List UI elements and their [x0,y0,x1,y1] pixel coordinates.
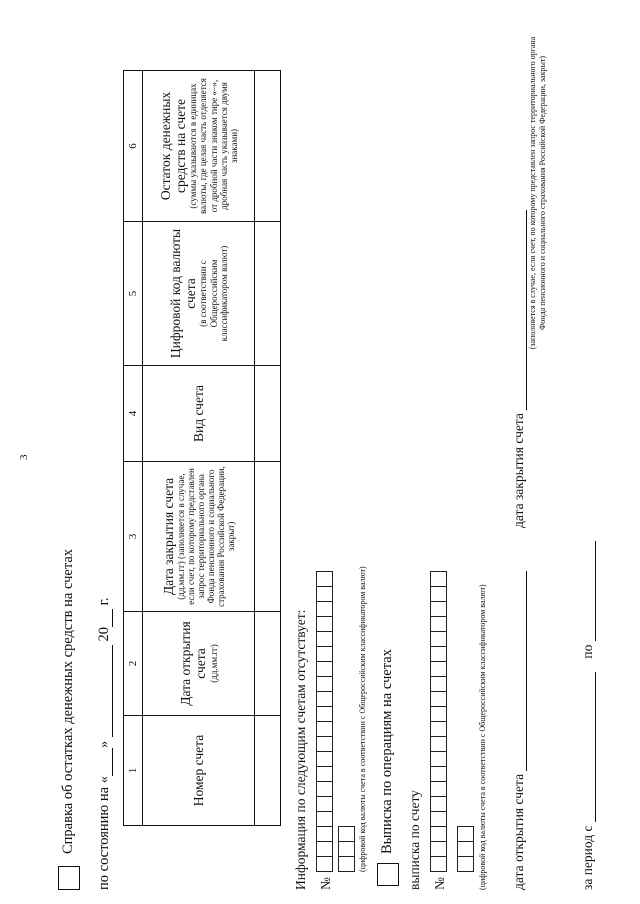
open-date-field[interactable] [526,571,527,771]
col-number-2: 2 [124,612,143,716]
balance-table [123,70,281,826]
balance-report-title: Справка об остатках денежных средств на счетах [60,548,76,854]
cell-account-number[interactable] [255,716,281,826]
statement-account-number-cells[interactable] [430,572,447,872]
missing-number-sign: № [318,877,333,890]
statement-period-line: за период с по [580,541,596,890]
header-balance: Остаток денежных средств на счете (суммы указываются в единицах валюты, где целая часть отделяется от дробной части знаком тире «–», дробная часть указывается двумя знаками) [143,71,255,222]
statement-account-label: выписка по счету [407,790,422,890]
statement-checkbox[interactable] [377,863,399,886]
statement-open-date-line: дата открытия счета [511,571,527,890]
close-date-field[interactable] [526,210,527,410]
header-open-date: Дата открытия счета (дд.мм.гг) [143,612,255,716]
col-number-4: 4 [124,366,143,462]
balance-report-checkbox[interactable] [58,866,80,890]
missing-info-label: Информация по следующим счетам отсутствует: [293,609,308,890]
close-date-note: (заполняется в случае, если счет, по которому представлен запрос территориального органа Фонда пенсионного и социального страхования Российской Федерации, закрыт) [528,36,547,350]
col-number-3: 3 [124,462,143,612]
as-of-prefix: по состоянию на « [96,776,112,890]
missing-account-number-cells[interactable] [316,572,333,872]
cell-account-type[interactable] [255,366,281,462]
as-of-date-line [96,597,113,890]
col-number-1: 1 [124,716,143,826]
missing-currency-note: (цифровой код валюты счета в соответствии с Общероссийским классификатором валют) [358,566,367,872]
col-number-6: 6 [124,71,143,222]
cell-balance[interactable] [255,71,281,222]
as-of-day-field[interactable] [112,748,113,776]
table-row [255,71,281,826]
column-number-row [124,71,143,826]
missing-currency-code-cells[interactable] [338,827,355,872]
cell-open-date[interactable] [255,612,281,716]
as-of-year-suffix: г. [96,597,112,606]
as-of-year-field[interactable] [112,609,113,627]
col-number-5: 5 [124,222,143,366]
as-of-year-prefix: 20 [96,627,112,642]
page-number: 3 [18,454,30,460]
statement-currency-note: (цифровой код валюты счета в соответствии с Общероссийским классификатором валют) [478,584,487,890]
header-account-number: Номер счета [143,716,255,826]
cell-currency-code[interactable] [255,222,281,366]
header-currency-code: Цифровой код валюты счета (в соответствии с Общероссийским классификатором валют) [143,222,255,366]
statement-number-sign: № [432,877,447,890]
as-of-quote: » [96,740,112,749]
header-close-date: Дата закрытия счета (дд.мм.гг) (заполняется в случае, если счет, по которому представлен запрос территориального органа Фонда пенсионного и социального страхования Российской Федерации, закрыт) [143,462,255,612]
cell-close-date[interactable] [255,462,281,612]
statement-currency-code-cells[interactable] [457,827,474,872]
period-from-field[interactable] [595,672,596,822]
statement-close-date-line: дата закрытия счета [511,210,527,528]
as-of-month-field[interactable] [112,645,113,737]
statement-title: Выписка по операциям на счетах [379,649,395,854]
period-to-field[interactable] [595,541,596,641]
column-header-row [143,71,255,826]
header-account-type: Вид счета [143,366,255,462]
